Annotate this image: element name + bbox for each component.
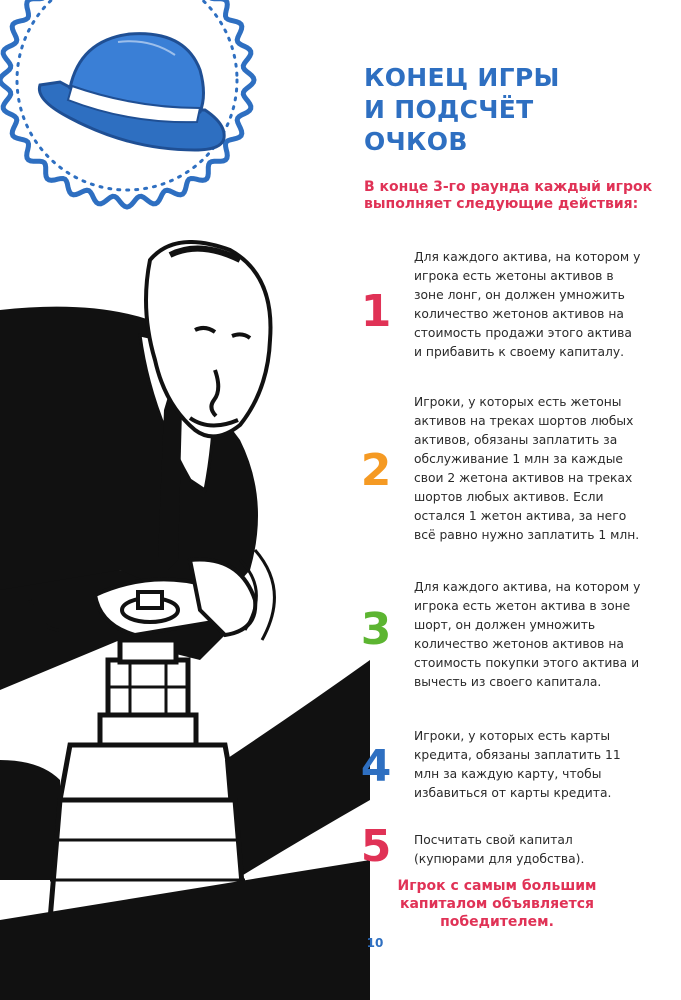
step-number: 5 — [360, 821, 392, 872]
intro-text: В конце 3-го раунда каждый игрок выполняет следующие действия: — [364, 179, 653, 212]
step-text: Посчитать свой капитал (купюрами для удобства). — [414, 833, 585, 866]
title-line: ОЧКОВ — [364, 127, 468, 156]
page-number: 10 — [366, 936, 384, 950]
step-number: 2 — [360, 445, 392, 496]
step-text: Игроки, у которых есть карты кредита, обязаны заплатить 11 млн за каждую карту, чтобы избавиться от карты кредита. — [414, 729, 621, 800]
title-line: КОНЕЦ ИГРЫ — [364, 63, 560, 92]
title-line: И ПОДСЧЁТ — [364, 95, 534, 124]
winner-text: Игрок с самым большим капиталом объявляется победителем. — [397, 878, 597, 930]
page-title — [364, 62, 560, 158]
step-number: 3 — [360, 604, 392, 655]
step-text: Игроки, у которых есть жетоны активов на треках шортов любых активов, обязаны заплатить за обслуживание 1 млн за каждые свои 2 жетона активов на треках шортов любых активов. Если остался 1 жетон актива, за него всё равно нужно заплатить 1 млн. — [414, 395, 640, 542]
step-text: Для каждого актива, на котором у игрока есть жетон актива в зоне шорт, он должен умножить количество жетонов активов на стоимость покупки этого актива и вычесть из своего капитала. — [414, 580, 641, 689]
bowler-hat-icon — [39, 34, 224, 150]
bowler-hat-badge — [0, 0, 270, 210]
step-number: 1 — [360, 286, 392, 337]
step-number: 4 — [360, 741, 392, 792]
man-turning-valve-illustration — [0, 240, 370, 1000]
step-text: Для каждого актива, на котором у игрока есть жетоны активов в зоне лонг, он должен умножить количество жетонов активов на стоимость продажи этого актива и прибавить к своему капиталу. — [414, 250, 641, 359]
